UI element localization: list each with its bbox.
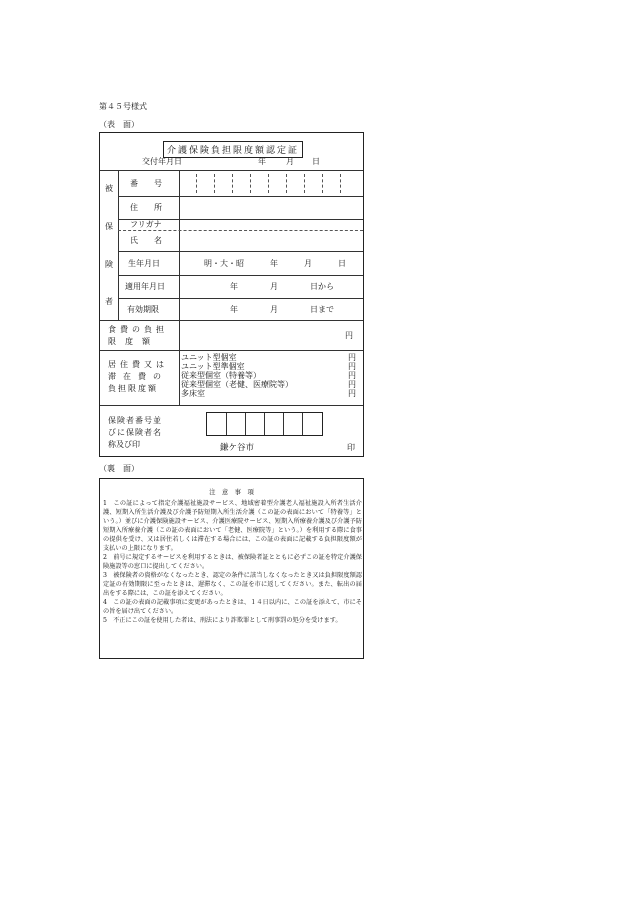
notice-item: 2 前号に規定するサービスを利用するときは、被保険者証とともに必ずこの証を特定介護保険施設等の窓口に提出してください。 [103, 554, 362, 570]
insurer-number-divider [264, 413, 265, 435]
birthdate-label: 生年月日 [128, 259, 160, 268]
birthdate-eras: 明・大・昭 [204, 259, 244, 268]
rule [100, 350, 363, 351]
certificate-front [99, 132, 364, 457]
notice-title: 注 意 事 項 [209, 488, 254, 496]
digit-divider [304, 174, 305, 193]
valid-until-year: 年 [230, 305, 238, 314]
rule [100, 405, 363, 406]
residence-item-name: 従来型個室（老健、医療院等） [181, 380, 293, 389]
digit-divider [196, 174, 197, 193]
digit-divider [232, 174, 233, 193]
rule [179, 170, 180, 405]
residence-item-unit: 円 [348, 353, 356, 362]
applicable-date-label: 適用年月日 [125, 282, 165, 291]
digit-divider [214, 174, 215, 193]
insured-char-3: 険 [105, 260, 113, 269]
food-cost-unit: 円 [345, 331, 353, 340]
insurer-number-divider [302, 413, 303, 435]
food-cost-label-2: 限度額 [108, 337, 159, 346]
residence-label-1: 居住費又は [108, 360, 168, 369]
issue-date-day: 日 [312, 157, 320, 166]
rule [100, 170, 363, 171]
rule [118, 298, 363, 299]
insurer-number-divider [245, 413, 246, 435]
birthdate-month: 月 [304, 259, 312, 268]
food-cost-label-1: 食費の負担 [108, 325, 168, 334]
notice-item: 1 この証によって指定介護福祉施設サービス、地域密着型介護老人福祉施設入所者生活介護、短期入所生活介護及び介護予防短期入所生活介護（この証の表面において「特養等」という。）並びに介護保険施設サービス、介護医療院サービス、短期入所療養介護及び介護予防短期入所療養介護（この証の表面において「老健、医療院等」という。）を利用する際に食事の提供を受け、又は居住若しくは滞在する場合には、この証の表面に記載する負担限度額が支払いの上限になります。 [103, 500, 362, 552]
insurer-label-2: びに保険者名 [108, 428, 162, 437]
insurer-name: 鎌ケ谷市 [220, 443, 255, 453]
residence-item-name: ユニット型準個室 [181, 362, 245, 371]
digit-divider [250, 174, 251, 193]
residence-item-unit: 円 [348, 371, 356, 380]
residence-item-unit: 円 [348, 362, 356, 371]
insurer-number-divider [283, 413, 284, 435]
residence-label-3: 負担限度額 [108, 384, 158, 393]
rule [118, 196, 363, 197]
rule [118, 251, 363, 252]
number-label: 番 号 [130, 179, 162, 188]
residence-item-name: 従来型個室（特養等） [181, 371, 261, 380]
insured-char-1: 被 [105, 184, 113, 193]
issue-date-year: 年 [258, 157, 266, 166]
digit-divider [340, 174, 341, 193]
valid-until-label: 有効期限 [127, 305, 159, 314]
name-label: 氏 名 [130, 236, 162, 245]
rule [100, 320, 363, 321]
notice-item: 4 この証の表面の記載事項に変更があったときは、１４日以内に、この証を添えて、市にその旨を届け出てください。 [103, 599, 362, 615]
insured-char-4: 者 [105, 297, 113, 306]
notice-item: 5 不正にこの証を使用した者は、刑法により詐欺罪として刑事罰の処分を受けます。 [103, 617, 342, 624]
residence-item-unit: 円 [348, 389, 356, 398]
residence-item-name: 多床室 [181, 389, 205, 398]
residence-item-name: ユニット型個室 [181, 353, 237, 362]
insurer-seal: 印 [347, 443, 355, 452]
rule [118, 275, 363, 276]
valid-until-month: 月 [270, 305, 278, 314]
issue-date-label: 交付年月日 [142, 157, 182, 166]
insured-char-2: 保 [105, 222, 113, 231]
residence-item-unit: 円 [348, 380, 356, 389]
form-number: 第４５号様式 [99, 102, 147, 111]
applicable-month: 月 [270, 282, 278, 291]
front-side-label: （表 面） [99, 120, 139, 129]
notice-list [103, 499, 362, 625]
furigana-label: フリガナ [130, 220, 162, 229]
issue-date-month: 月 [286, 157, 294, 166]
certificate-back [99, 478, 364, 659]
digit-divider [268, 174, 269, 193]
digit-divider [322, 174, 323, 193]
address-label: 住 所 [130, 203, 162, 212]
birthdate-year: 年 [270, 259, 278, 268]
applicable-suffix: 日から [310, 282, 334, 291]
notice-item: 3 被保険者の資格がなくなったとき、認定の条件に該当しなくなったとき又は負担限度額認定証の有効期限に至ったときは、遅滞なく、この証を市に返してください。また、転出の届出をする際には、この証を添えてください。 [103, 572, 362, 597]
card-title: 介護保険負担限度額認定証 [163, 141, 303, 158]
applicable-year: 年 [230, 282, 238, 291]
insurer-label-1: 保険者番号並 [108, 416, 162, 425]
insurer-label-3: 称及び印 [108, 440, 140, 449]
insurer-number-boxes [206, 412, 323, 436]
birthdate-day: 日 [338, 259, 346, 268]
residence-label-2: 滞在費の [108, 372, 168, 381]
valid-until-suffix: 日まで [310, 305, 334, 314]
back-side-label: （裏 面） [99, 464, 139, 473]
insurer-number-divider [226, 413, 227, 435]
rule [118, 230, 363, 231]
digit-divider [286, 174, 287, 193]
